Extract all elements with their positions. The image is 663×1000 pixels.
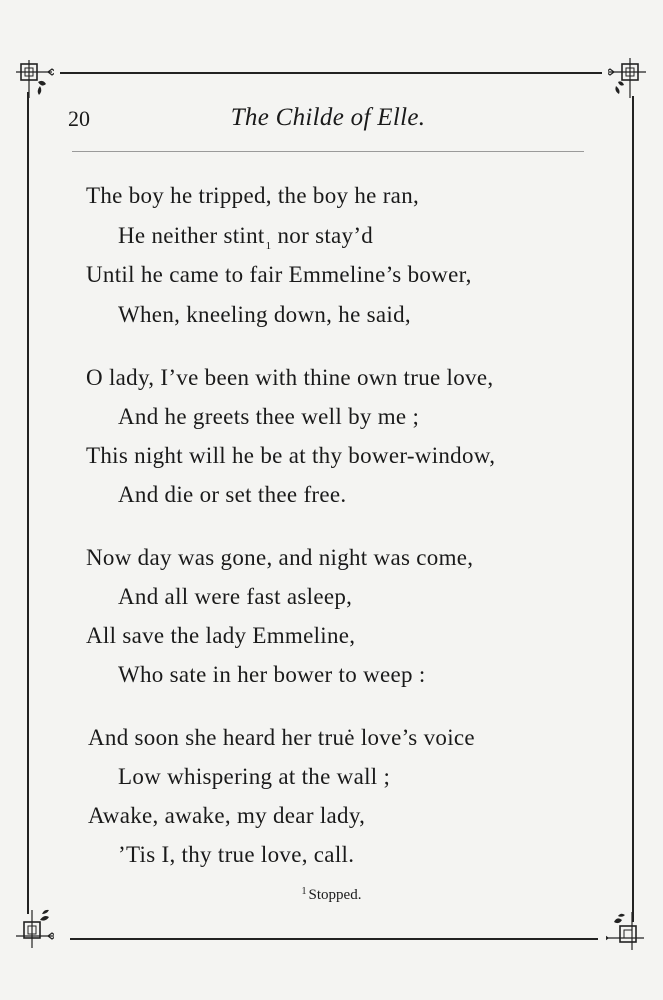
verse-line: Awake, awake, my dear lady, <box>88 803 366 828</box>
verse-line: And he greets thee well by me ; <box>118 404 420 429</box>
corner-fleuron-icon <box>14 908 54 948</box>
verse-line: O lady, I’ve been with thine own true love, <box>86 365 494 390</box>
verse-line: Low whispering at the wall ; <box>118 764 391 789</box>
border-bottom <box>70 938 598 940</box>
border-top <box>60 72 602 74</box>
verse-line: Now day was gone, and night was come, <box>86 545 474 570</box>
verse-line: ’Tis I, thy true love, call. <box>118 842 355 867</box>
footnote-mark: 1 <box>301 886 307 897</box>
running-head <box>68 104 588 136</box>
corner-fleuron-icon <box>606 912 646 952</box>
verse-line: And die or set thee free. <box>118 482 347 507</box>
verse-line-text: He neither stint <box>118 223 265 248</box>
footnote-reference: 1 <box>265 240 272 252</box>
verse-line: When, kneeling down, he said, <box>118 302 411 327</box>
verse-line-text: nor stay’d <box>271 223 374 248</box>
verse-line: The boy he tripped, the boy he ran, <box>86 183 420 208</box>
corner-fleuron-icon <box>608 58 648 98</box>
verse-line: This night will he be at thy bower-window, <box>86 443 496 468</box>
verse-line: And all were fast asleep, <box>118 584 353 609</box>
border-right <box>632 96 634 922</box>
verse-line: Who sate in her bower to weep : <box>118 662 426 687</box>
corner-fleuron-icon <box>14 60 54 100</box>
verse-line: Until he came to fair Emmeline’s bower, <box>86 262 472 287</box>
running-title: The Childe of Elle. <box>230 104 426 131</box>
border-left <box>27 92 29 914</box>
header-rule <box>72 151 584 152</box>
verse-line: All save the lady Emmeline, <box>86 623 356 648</box>
footnote-text: Stopped. <box>308 887 362 903</box>
page-number: 20 <box>68 106 90 131</box>
verse-line <box>118 223 373 252</box>
footnote <box>0 886 663 904</box>
verse-line: And soon she heard her truė love’s voice <box>88 725 475 750</box>
